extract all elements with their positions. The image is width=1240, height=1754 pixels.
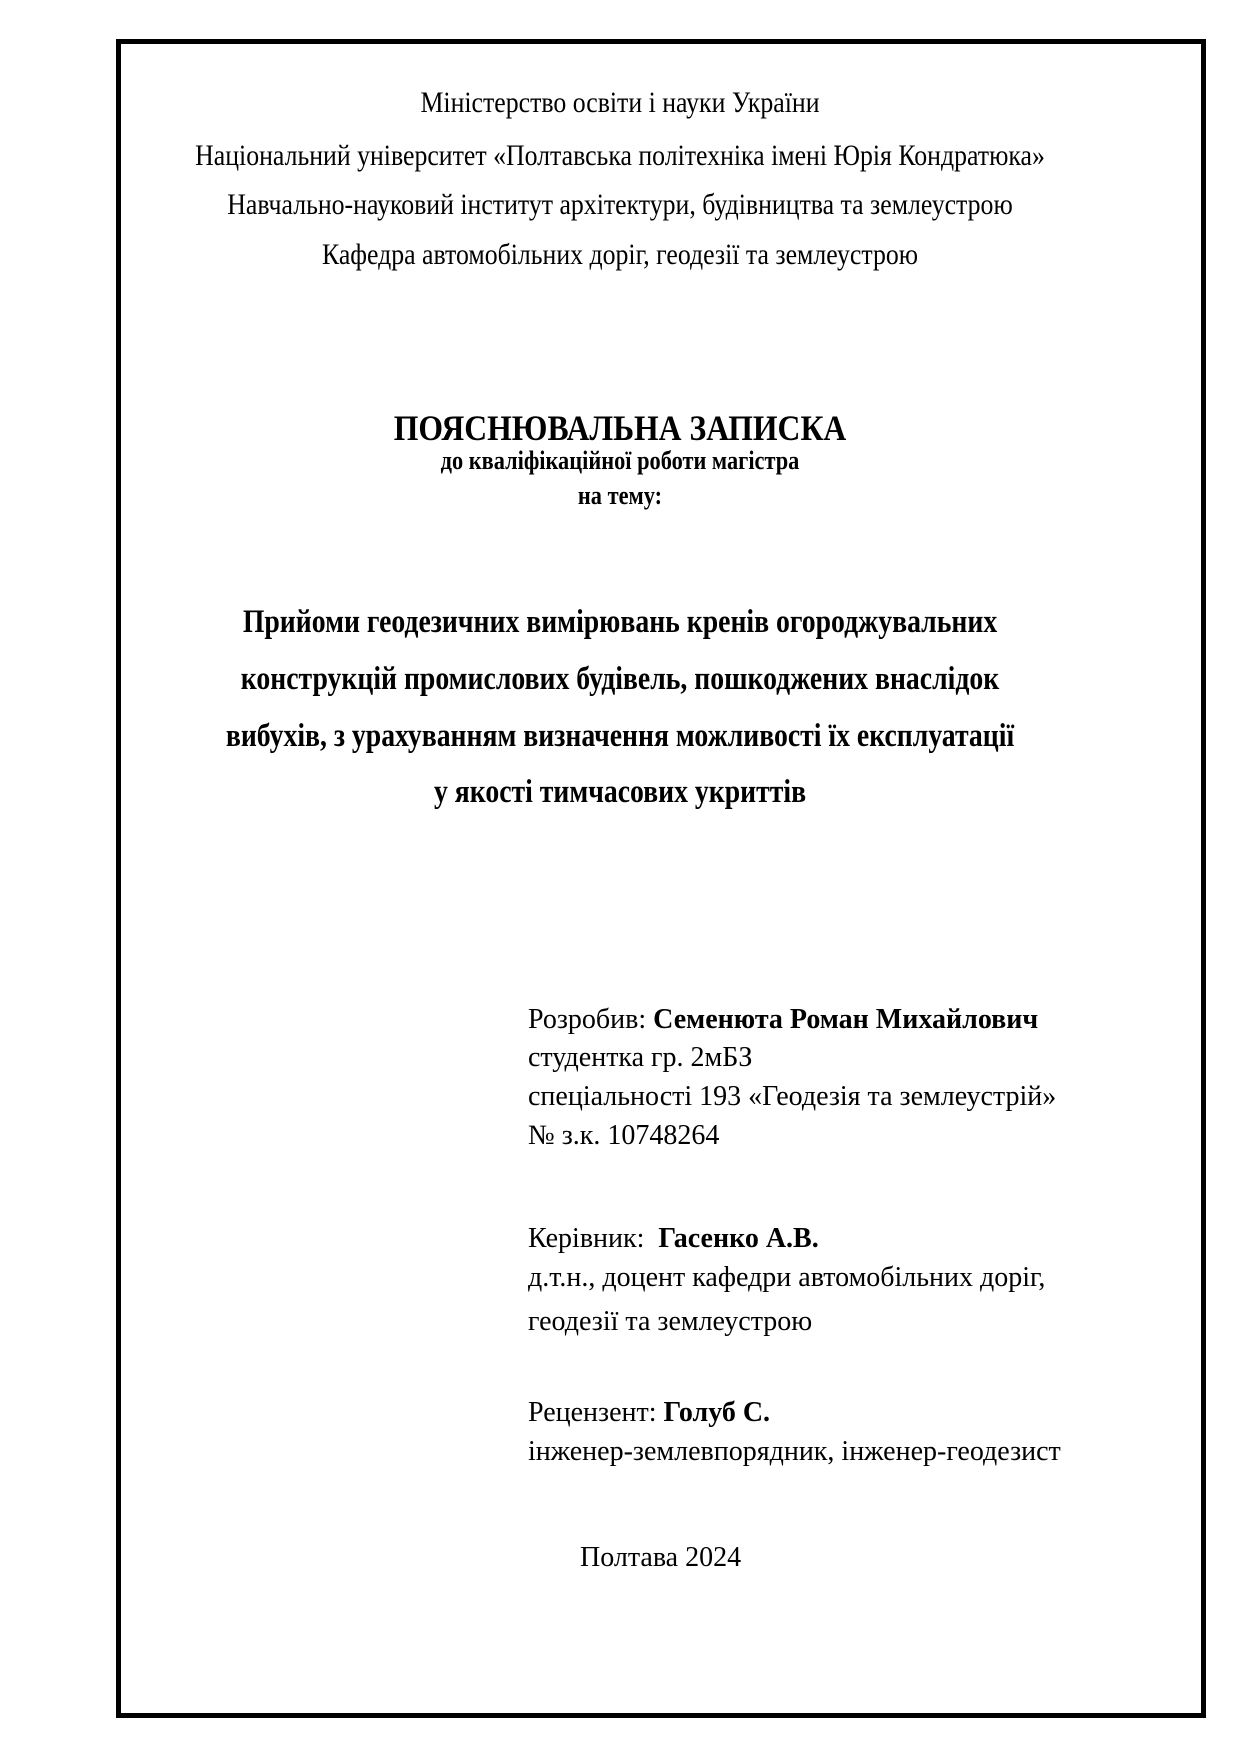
reviewer-name: Голуб С.	[663, 1397, 771, 1428]
reviewer-label: Рецензент:	[528, 1397, 664, 1428]
reviewer-position: інженер-землевпорядник, інженер-геодезист	[528, 1436, 1061, 1467]
supervisor-label: Керівник:	[528, 1223, 659, 1254]
author-specialty: спеціальності 193 «Геодезія та землеустрій»	[528, 1081, 1057, 1112]
supervisor-name: Гасенко А.В.	[658, 1223, 819, 1254]
institute-line: Навчально-науковий інститут архітектури, будівництва та землеустрою	[227, 188, 1013, 221]
topic-line-2: конструкцій промислових будівель, пошкоджених внаслідок	[240, 661, 1000, 697]
document-subtitle: до кваліфікаційної роботи магістра	[440, 446, 800, 475]
topic-line-3: вибухів, з урахуванням визначення можливості їх експлуатації	[225, 718, 1015, 754]
university-line: Національний університет «Полтавська політехніка імені Юрія Кондратюка»	[195, 139, 1045, 172]
document-title: ПОЯСНЮВАЛЬНА ЗАПИСКА	[393, 408, 847, 448]
topic-line-1: Прийоми геодезичних вимірювань кренів огороджувальних	[242, 604, 998, 640]
author-group: студентка гр. 2мБЗ	[528, 1042, 753, 1073]
on-topic-label: на тему:	[577, 481, 663, 510]
reviewer-row	[528, 1399, 770, 1427]
department-line: Кафедра автомобільних доріг, геодезії та землеустрою	[321, 238, 919, 271]
ministry-line: Міністерство освіти і науки України	[420, 86, 820, 119]
supervisor-position-1: д.т.н., доцент кафедри автомобільних доріг,	[528, 1262, 1046, 1293]
topic-line-4: у якості тимчасових укриттів	[433, 774, 807, 810]
city-year: Полтава 2024	[580, 1542, 742, 1573]
author-record-book: № з.к. 10748264	[528, 1120, 720, 1151]
author-label: Розробив:	[528, 1004, 654, 1035]
author-row	[528, 1006, 1038, 1034]
supervisor-position-2: геодезії та землеустрою	[528, 1306, 813, 1337]
author-name: Семенюта Роман Михайлович	[653, 1004, 1039, 1035]
supervisor-row	[528, 1225, 819, 1253]
